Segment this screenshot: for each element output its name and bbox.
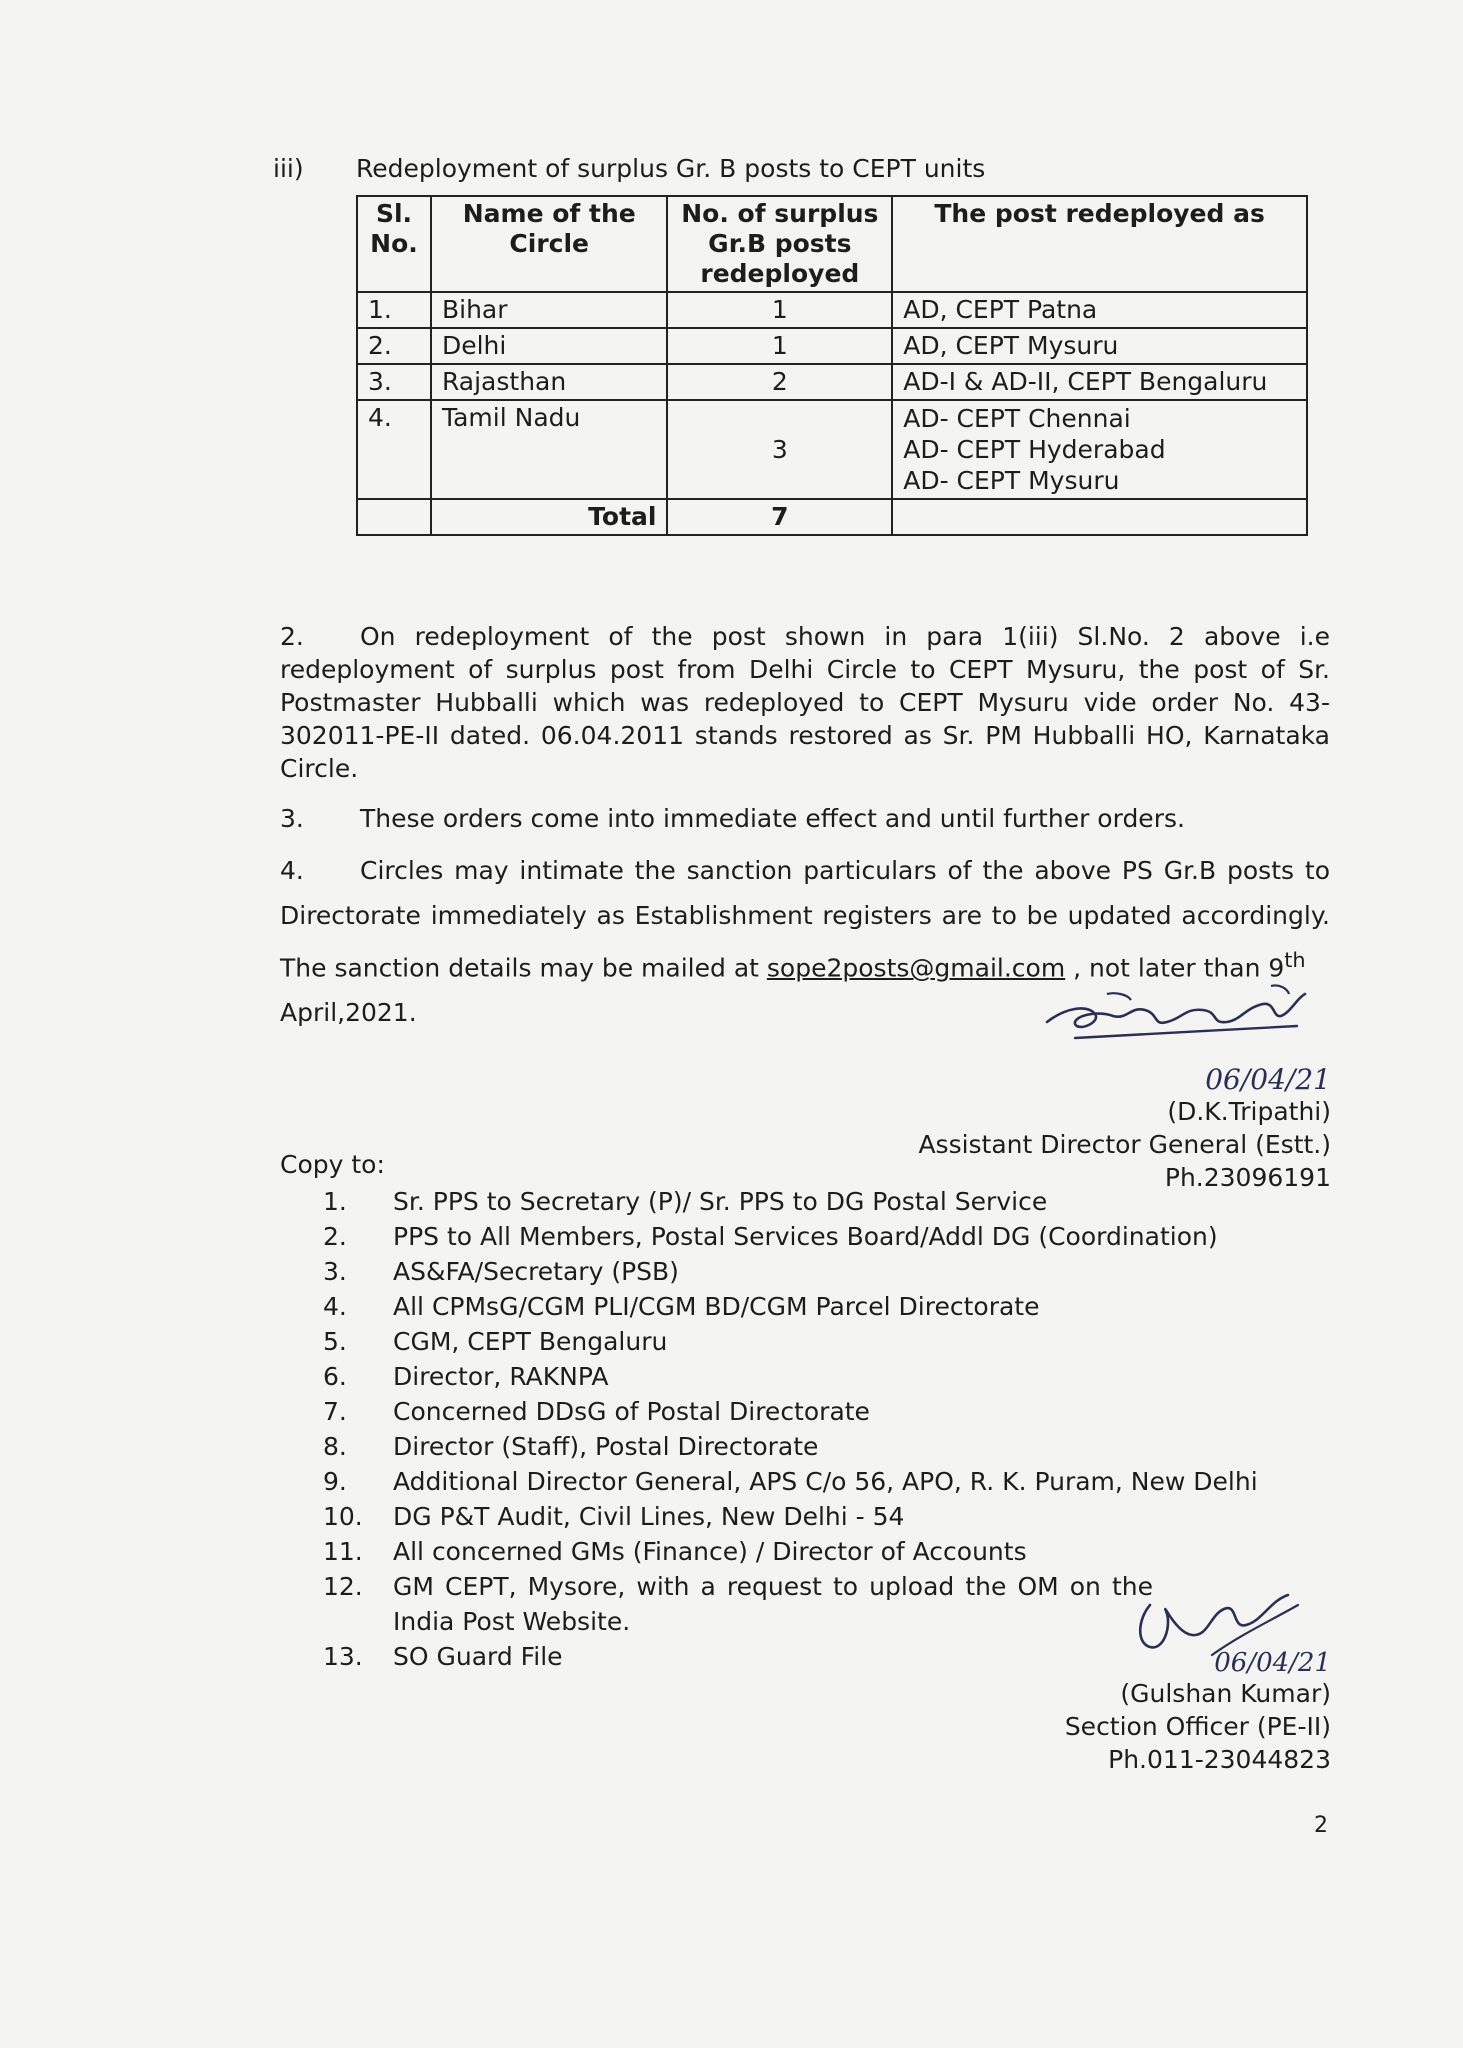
- cell-post: AD-I & AD-II, CEPT Bengaluru: [892, 364, 1307, 400]
- section-title: Redeployment of surplus Gr. B posts to CEPT units: [356, 154, 986, 183]
- cell-count: 1: [667, 328, 892, 364]
- list-item: [280, 1394, 1340, 1429]
- item-text: CGM, CEPT Bengaluru: [393, 1327, 668, 1356]
- cell-count: 1: [667, 292, 892, 328]
- signatory-phone: Ph.011-23044823: [1108, 1745, 1331, 1774]
- list-item: [280, 1534, 1340, 1569]
- signatory-phone: Ph.23096191: [1164, 1163, 1331, 1192]
- item-text: Director, RAKNPA: [393, 1362, 609, 1391]
- item-text: PPS to All Members, Postal Services Board/Addl DG (Coordination): [393, 1222, 1218, 1251]
- paragraph-text: April,2021.: [280, 998, 417, 1028]
- item-number: 13.: [323, 1642, 363, 1671]
- table-row: [357, 292, 1307, 328]
- handwritten-date: 06/04/21: [1214, 1648, 1331, 1678]
- total-label: Total: [431, 499, 668, 535]
- cell-circle: Bihar: [431, 292, 668, 328]
- paragraph-number: 4.: [280, 856, 304, 885]
- item-number: 12.: [323, 1572, 363, 1601]
- post-line: AD- CEPT Hyderabad: [903, 435, 1166, 464]
- signatory-name: (Gulshan Kumar): [1120, 1679, 1331, 1708]
- total-value: 7: [667, 499, 892, 535]
- email-link[interactable]: sope2posts@gmail.com: [766, 953, 1066, 983]
- section-number: iii): [273, 154, 304, 183]
- paragraph-text: Circles may intimate the sanction particulars of the above PS Gr.B posts to Directorate immediately as Establishment registers are to be updated accordingly. The sanction details may be mailed at: [280, 856, 1330, 983]
- item-number: 3.: [323, 1257, 347, 1286]
- cell-empty: [357, 499, 431, 535]
- paragraph-3: [280, 802, 1330, 835]
- paragraph-text: On redeployment of the post shown in para 1(iii) Sl.No. 2 above i.e redeployment of surplus post from Delhi Circle to CEPT Mysuru, the post of Sr. Postmaster Hubballi which was redeployed to CEPT Mysuru vide order No. 43-302011-PE-II dated. 06.04.2011 stands restored as Sr. PM Hubballi HO, Karnataka Circle.: [280, 622, 1330, 783]
- cell-sl: 2.: [357, 328, 431, 364]
- item-text: Sr. PPS to Secretary (P)/ Sr. PPS to DG Postal Service: [393, 1187, 1048, 1216]
- cell-circle: Rajasthan: [431, 364, 668, 400]
- post-line: AD- CEPT Chennai: [903, 404, 1131, 433]
- cell-post: [892, 400, 1307, 499]
- item-number: 11.: [323, 1537, 363, 1566]
- cell-sl: 3.: [357, 364, 431, 400]
- signatory-name: (D.K.Tripathi): [1167, 1097, 1331, 1126]
- header-circle-name: Name of the Circle: [431, 196, 668, 292]
- header-sl-no: Sl. No.: [357, 196, 431, 292]
- list-item: [280, 1254, 1340, 1289]
- copy-to-label: Copy to:: [280, 1150, 385, 1179]
- item-text: SO Guard File: [393, 1642, 563, 1671]
- cell-post: AD, CEPT Mysuru: [892, 328, 1307, 364]
- item-number: 1.: [323, 1187, 347, 1216]
- item-number: 4.: [323, 1292, 347, 1321]
- item-number: 2.: [323, 1222, 347, 1251]
- header-post-redeployed: The post redeployed as: [892, 196, 1307, 292]
- item-number: 9.: [323, 1467, 347, 1496]
- table-header-row: [357, 196, 1307, 292]
- cell-count: 2: [667, 364, 892, 400]
- redeployment-table: [356, 195, 1308, 536]
- table-row: [357, 400, 1307, 499]
- list-item: [280, 1289, 1340, 1324]
- item-text: All concerned GMs (Finance) / Director of Accounts: [393, 1537, 1027, 1566]
- cell-circle: Tamil Nadu: [431, 400, 668, 499]
- paragraph-text: , not later than 9: [1073, 953, 1285, 983]
- list-item: [280, 1324, 1340, 1359]
- list-item: [280, 1184, 1340, 1219]
- list-item: [280, 1359, 1340, 1394]
- paragraph-number: 3.: [280, 804, 304, 833]
- item-text: Concerned DDsG of Postal Directorate: [393, 1397, 870, 1426]
- paragraph-number: 2.: [280, 622, 304, 651]
- item-number: 7.: [323, 1397, 347, 1426]
- paragraph-2: [280, 620, 1330, 785]
- list-item: [280, 1499, 1340, 1534]
- page-number: 2: [1314, 1813, 1328, 1838]
- item-number: 8.: [323, 1432, 347, 1461]
- signature-block-1: [731, 1065, 1331, 1194]
- item-number: 5.: [323, 1327, 347, 1356]
- item-text: Additional Director General, APS C/o 56, APO, R. K. Puram, New Delhi: [393, 1467, 1258, 1496]
- item-text: Director (Staff), Postal Directorate: [393, 1432, 819, 1461]
- ordinal-suffix: th: [1284, 948, 1306, 972]
- cell-circle: Delhi: [431, 328, 668, 364]
- cell-sl: 4.: [357, 400, 431, 499]
- item-text: AS&FA/Secretary (PSB): [393, 1257, 679, 1286]
- item-text: All CPMsG/CGM PLI/CGM BD/CGM Parcel Directorate: [393, 1292, 1040, 1321]
- signatory-designation: Assistant Director General (Estt.): [918, 1130, 1331, 1159]
- item-text: DG P&T Audit, Civil Lines, New Delhi - 54: [393, 1502, 905, 1531]
- table-row: [357, 364, 1307, 400]
- item-number: 6.: [323, 1362, 347, 1391]
- item-text: GM CEPT, Mysore, with a request to upload the OM on the India Post Website.: [393, 1572, 1153, 1636]
- handwritten-date: 06/04/21: [1205, 1063, 1331, 1096]
- signatory-designation: Section Officer (PE-II): [1064, 1712, 1331, 1741]
- item-number: 10.: [323, 1502, 363, 1531]
- header-post-count: No. of surplus Gr.B posts redeployed: [667, 196, 892, 292]
- table-row: [357, 328, 1307, 364]
- cell-post: AD, CEPT Patna: [892, 292, 1307, 328]
- cell-sl: 1.: [357, 292, 431, 328]
- post-line: AD- CEPT Mysuru: [903, 466, 1120, 495]
- signature-block-2: [731, 1648, 1331, 1776]
- paragraph-text: These orders come into immediate effect and until further orders.: [360, 804, 1185, 833]
- list-item: [280, 1219, 1340, 1254]
- cell-count: 3: [667, 400, 892, 499]
- list-item: [280, 1464, 1340, 1499]
- table-total-row: [357, 499, 1307, 535]
- cell-empty: [892, 499, 1307, 535]
- list-item: [280, 1429, 1340, 1464]
